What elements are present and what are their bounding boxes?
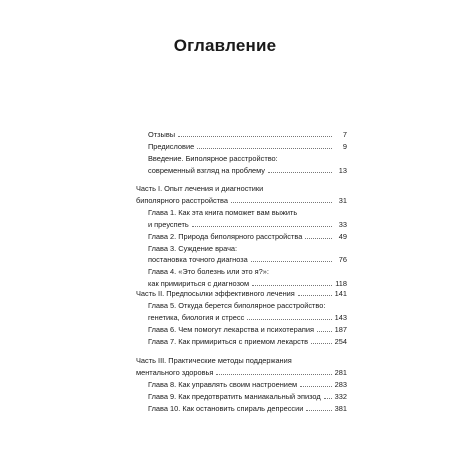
toc-section-part-3 (136, 355, 347, 415)
toc-section-part-2 (136, 288, 347, 348)
dot-leader (247, 319, 331, 320)
toc-entry-line (136, 300, 347, 312)
toc-entry-title: и преуспеть (148, 219, 189, 229)
toc-chapter-entry[interactable] (136, 324, 347, 336)
toc-page-number: 13 (338, 165, 347, 175)
dot-leader (197, 148, 332, 149)
dot-leader (298, 295, 332, 296)
toc-part-entry[interactable] (136, 183, 347, 207)
toc-chapter-entry[interactable] (136, 336, 347, 348)
dot-leader (311, 343, 332, 344)
toc-entry-line (136, 403, 347, 415)
dot-leader (178, 136, 332, 137)
toc-page-number: 9 (342, 141, 347, 151)
toc-entry-title: Часть I. Опыт лечения и диагностики (136, 184, 264, 193)
toc-part-entry[interactable] (136, 288, 347, 300)
toc-page-number: 7 (342, 130, 347, 139)
toc-entry-line (136, 266, 347, 278)
dot-leader (317, 331, 332, 332)
toc-entry-title: Глава 8. Как управлять своим настроением (148, 379, 298, 389)
toc-entry-line (136, 129, 347, 141)
toc-chapter-entry[interactable] (136, 207, 347, 231)
toc-page-number: 281 (334, 367, 347, 377)
toc-entry-line (136, 379, 347, 391)
page-title: Оглавление (173, 36, 277, 55)
toc-entry-title: Введение. Биполярное расстройство: (148, 153, 278, 163)
toc-entry-line (136, 153, 347, 165)
toc-entry-title: Глава 6. Чем помогут лекарства и психотерапия (148, 324, 314, 334)
toc-entry-title: Глава 4. «Это болезнь или это я?»: (148, 267, 269, 277)
toc-entry-title: Часть III. Практические методы поддержания (136, 356, 292, 365)
toc-page-number: 332 (334, 391, 347, 401)
toc-entry-line (136, 336, 347, 348)
toc-chapter-entry[interactable] (136, 403, 347, 415)
dot-leader (231, 202, 332, 203)
toc-entry-title: биполярного расстройства (136, 195, 229, 205)
toc-entry-title: Глава 1. Как эта книга поможет вам выжить (148, 207, 298, 217)
toc-page-number: 141 (334, 289, 347, 298)
toc-entry-title: Глава 3. Суждение врача: (148, 243, 238, 253)
toc-page-number: 187 (334, 324, 347, 334)
toc-entry-line (136, 231, 347, 243)
toc-entry-title: Глава 9. Как предотвратить маниакальный эпизод (148, 391, 321, 401)
toc-entry-title: ментального здоровья (136, 367, 214, 377)
toc-entry-title: Часть II. Предпосылки эффективного лечения (136, 289, 295, 298)
toc-entry-line (136, 254, 347, 266)
toc-entry-title: генетика, биология и стресс (148, 312, 245, 322)
toc-section-front (136, 129, 347, 177)
toc-entry-title: Глава 10. Как остановить спираль депрессии (148, 403, 304, 413)
toc-part-entry[interactable] (136, 355, 347, 379)
dot-leader (251, 261, 332, 262)
toc-entry-line (136, 312, 347, 324)
toc-page-number: 33 (338, 219, 347, 229)
toc-chapter-entry[interactable] (136, 391, 347, 403)
dot-leader (268, 172, 332, 173)
dot-leader (252, 285, 332, 286)
toc-entry-line (136, 219, 347, 231)
toc-chapter-entry[interactable] (136, 266, 347, 290)
dot-leader (305, 238, 332, 239)
toc-page-number: 31 (338, 195, 347, 205)
toc-chapter-entry[interactable] (136, 300, 347, 324)
toc-page-number: 283 (334, 379, 347, 389)
toc-entry-title: как примириться с диагнозом (148, 279, 250, 289)
toc-entry-line (136, 243, 347, 255)
toc-page-number: 254 (334, 336, 347, 346)
toc-chapter-entry[interactable] (136, 379, 347, 391)
toc-entry-title: постановка точного диагноза (148, 255, 248, 265)
toc-chapter-entry[interactable] (136, 243, 347, 267)
toc-entry-line (136, 355, 347, 367)
toc-entry-line (136, 207, 347, 219)
toc-page-number: 381 (334, 403, 347, 413)
toc-chapter-entry[interactable] (136, 231, 347, 243)
toc-entry-title: Глава 5. Откуда берется биполярное расстройство: (148, 300, 326, 310)
dot-leader (216, 374, 331, 375)
toc-page-number: 49 (338, 231, 347, 241)
toc-entry-title: современный взгляд на проблему (148, 165, 265, 175)
toc-entry-title: Глава 2. Природа биполярного расстройства (148, 231, 303, 241)
toc-entry-line (136, 183, 347, 195)
toc-section-part-1 (136, 183, 347, 290)
toc-entry-title: Глава 7. Как примириться с приемом лекарств (148, 336, 309, 346)
toc-entry-title: Предисловие (148, 141, 195, 151)
toc-entry-line (136, 288, 347, 300)
toc-entry-line (136, 165, 347, 177)
toc-chapter-entry[interactable] (136, 153, 347, 177)
dot-leader (192, 226, 332, 227)
toc-page-number: 143 (334, 312, 347, 322)
toc-chapter-entry[interactable] (136, 129, 347, 141)
toc-entry-title: Отзывы (148, 130, 176, 139)
dot-leader (306, 410, 331, 411)
toc-chapter-entry[interactable] (136, 141, 347, 153)
toc-page-number: 76 (338, 255, 347, 265)
toc-page-number: 118 (335, 279, 347, 289)
dot-leader (300, 386, 332, 387)
toc-entry-line (136, 324, 347, 336)
toc-entry-line (136, 367, 347, 379)
toc-entry-line (136, 141, 347, 153)
toc-entry-line (136, 195, 347, 207)
toc-entry-line (136, 391, 347, 403)
dot-leader (324, 398, 332, 399)
